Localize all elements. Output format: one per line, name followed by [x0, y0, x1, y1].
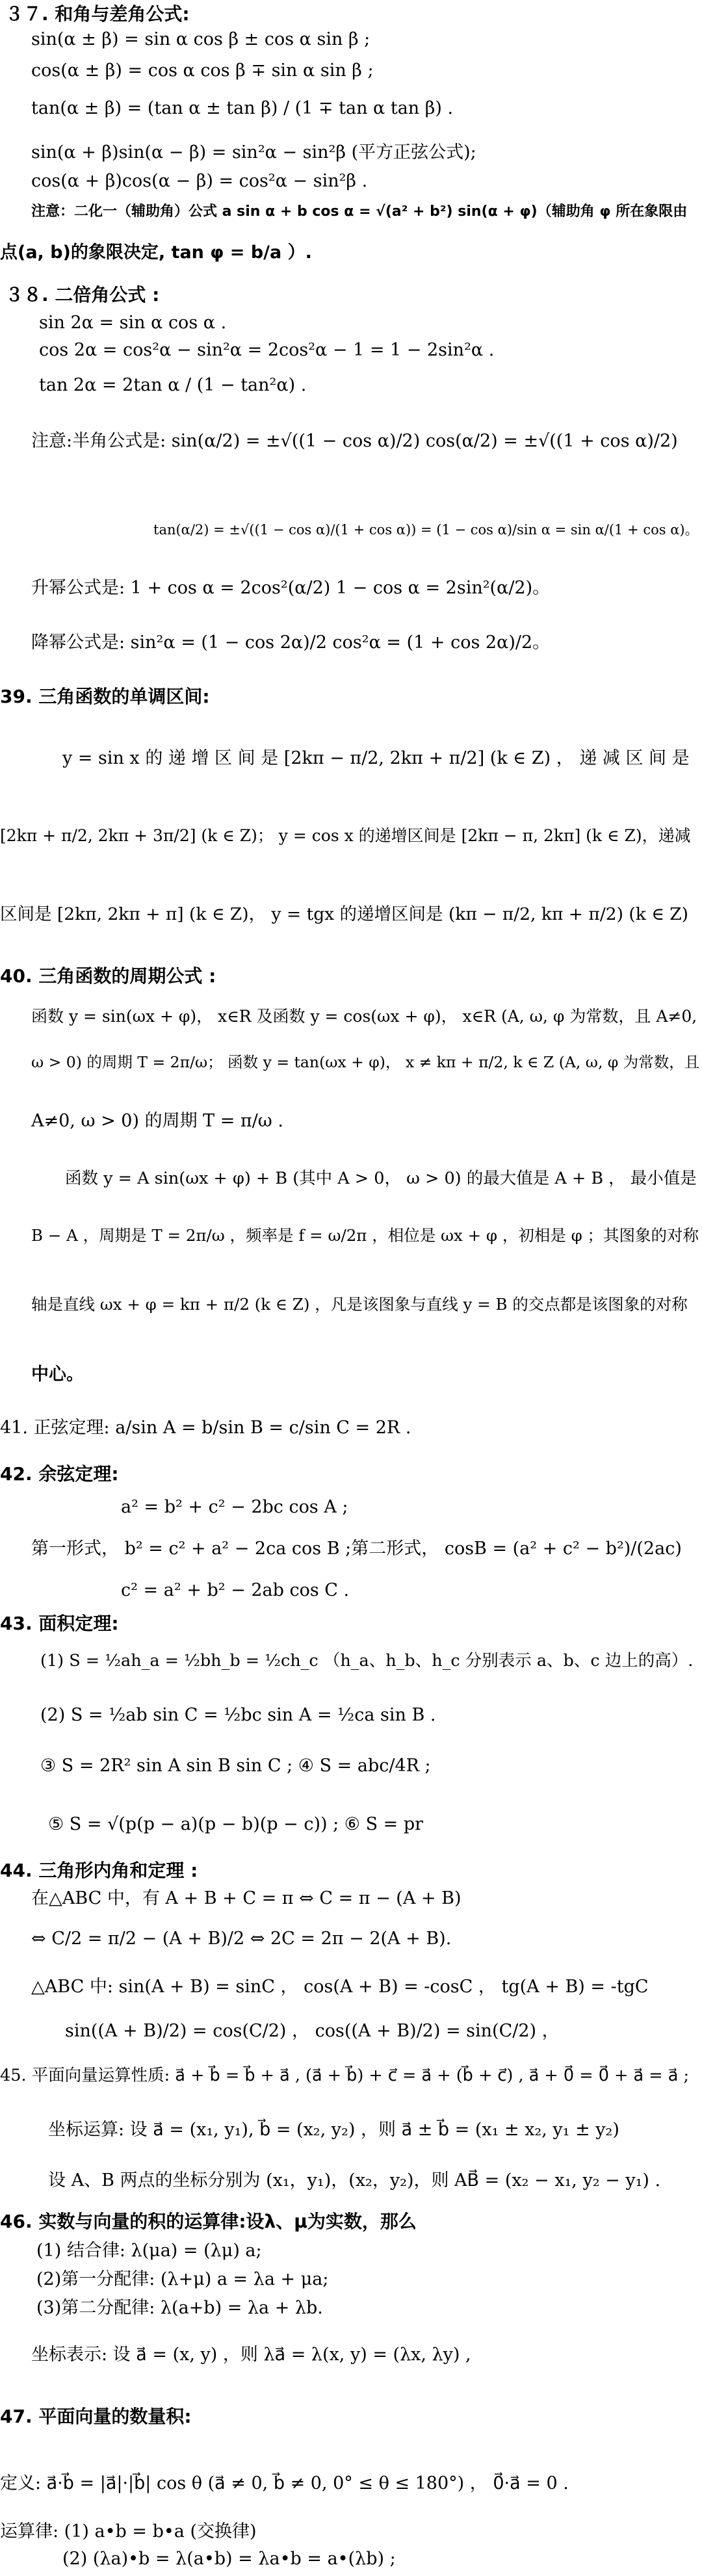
law-of-cosines-c: c² = a² + b² − 2ab cos C .	[121, 1580, 350, 1600]
scalar-associative-law: (2) (λa)•b = λ(a•b) = λa•b = a•(λb) ;	[62, 2549, 396, 2569]
section-37-heading: ３７. 和角与差角公式:	[5, 3, 190, 25]
power-reducing-formulas: 降幂公式是: sin²α = (1 − cos 2α)/2 cos²α = (1 + cos 2α)/2。	[31, 632, 551, 653]
area-formula-1: (1) S = ½ah_a = ½bh_b = ½ch_c （h_a、h_b、h_c 分别表示 a、b、c 边上的高）.	[40, 1651, 694, 1671]
law-of-cosines-forms: 第一形式， b² = c² + a² − 2ca cos B ;第二形式， cosB = (a² + c² − b²)/(2ac)	[31, 1539, 682, 1559]
auxiliary-angle-note-cont: 点(a, b)的象限决定, tan φ = b/a ）.	[0, 242, 312, 263]
associative-law: (1) 结合律: λ(μa) = (λμ) a;	[36, 2241, 262, 2261]
half-angle-sin-cos: 注意:半角公式是: sin(α/2) = ±√((1 − cos α)/2) cos(α/2) = ±√((1 + cos α)/2)	[31, 431, 678, 451]
formula-sum-tan: tan(α ± β) = (tan α ± tan β) / (1 ∓ tan α tan β) .	[31, 98, 454, 118]
area-formula-5-6: ⑤ S = √(p(p − a)(p − b)(p − c)) ; ⑥ S = pr	[48, 1814, 424, 1834]
commutative-law: 运算律: (1) a•b = b•a (交换律)	[0, 2521, 257, 2542]
first-distributive-law: (2)第一分配律: (λ+μ) a = λa + μa;	[36, 2269, 329, 2289]
period-formula-line-2: ω > 0) 的周期 T = 2π/ω； 函数 y = tan(ωx + φ)， x ≠ kπ + π/2, k ∈ Z (A, ω, φ 为常数，且	[31, 1053, 700, 1071]
formula-double-sin: sin 2α = sin α cos α .	[39, 313, 227, 333]
area-formula-2: (2) S = ½ab sin C = ½bc sin A = ½ca sin B .	[40, 1705, 436, 1725]
section-42-heading: 42. 余弦定理:	[0, 1463, 119, 1485]
cos-monotonic-intervals: [2kπ + π/2, 2kπ + 3π/2] (k ∈ Z)； y = cos x 的递增区间是 [2kπ − π, 2kπ] (k ∈ Z)，递减	[0, 826, 691, 845]
vector-coordinate-operations: 坐标运算: 设 a⃗ = (x₁, y₁), b⃗ = (x₂, y₂) ，则 a⃗ ± b⃗ = (x₁ ± x₂, y₁ ± y₂)	[48, 2120, 619, 2140]
area-formula-3-4: ③ S = 2R² sin A sin B sin C ; ④ S = abc/4R ;	[40, 1756, 431, 1776]
triangle-trig-identities: △ABC 中: sin(A + B) = sinC ， cos(A + B) = -cosC ， tg(A + B) = -tgC	[31, 1977, 649, 1997]
period-formula-line-1: 函数 y = sin(ωx + φ)， x∈R 及函数 y = cos(ωx + φ)， x∈R (A, ω, φ 为常数，且 A≠0,	[31, 1007, 697, 1026]
formula-sin-square-product: sin(α + β)sin(α − β) = sin²α − sin²β (平方正弦公式);	[31, 142, 476, 163]
section-38-heading: ３８. 二倍角公式 :	[5, 284, 160, 306]
dot-product-definition: 定义: a⃗·b⃗ = |a⃗|·|b⃗| cos θ (a⃗ ≠ 0, b⃗ ≠ 0, 0° ≤ θ ≤ 180°) ， 0⃗·a⃗ = 0 .	[0, 2473, 569, 2493]
section-44-heading: 44. 三角形内角和定理 :	[0, 1860, 198, 1881]
section-43-heading: 43. 面积定理:	[0, 1613, 119, 1634]
second-distributive-law: (3)第二分配律: λ(a+b) = λa + λb.	[36, 2298, 323, 2318]
power-raising-formulas: 升幂公式是: 1 + cos α = 2cos²(α/2) 1 − cos α = 2sin²(α/2)。	[31, 578, 551, 598]
formula-sum-cos: cos(α ± β) = cos α cos β ∓ sin α sin β ;	[31, 60, 374, 81]
half-angle-relation: ⇔ C/2 = π/2 − (A + B)/2 ⇔ 2C = 2π − 2(A + B).	[31, 1929, 452, 1949]
formula-double-cos: cos 2α = cos²α − sin²α = 2cos²α − 1 = 1 − 2sin²α .	[39, 340, 495, 360]
formula-double-tan: tan 2α = 2tan α / (1 − tan²α) .	[39, 375, 307, 395]
formula-cos-product: cos(α + β)cos(α − β) = cos²α − sin²β .	[31, 171, 368, 191]
period-frequency-phase-line: B − A ，周期是 T = 2π/ω ，频率是 f = ω/2π ，相位是 ωx + φ ，初相是 φ ；其图象的对称	[31, 1226, 699, 1245]
auxiliary-angle-note: 注意：二化一（辅助角）公式 a sin α + b cos α = √(a² + b²) sin(α + φ)（辅助角 φ 所在象限由	[31, 203, 688, 220]
angle-sum-relation: 在△ABC 中，有 A + B + C = π ⇔ C = π − (A + B)	[31, 1888, 462, 1908]
scalar-vector-coordinates: 坐标表示: 设 a⃗ = (x, y) ，则 λa⃗ = λ(x, y) = (λx, λy) ,	[31, 2345, 471, 2365]
triangle-half-angle-identities: sin((A + B)/2) = cos(C/2) ， cos((A + B)/2) = sin(C/2) ，	[65, 2021, 560, 2041]
symmetry-axis-line: 轴是直线 ωx + φ = kπ + π/2 (k ∈ Z) ，凡是该图象与直线 y = B 的交点都是该图象的对称	[31, 1295, 688, 1314]
formula-sum-sin: sin(α ± β) = sin α cos β ± cos α sin β ;	[31, 29, 370, 49]
sin-monotonic-intervals: y = sin x 的 递 增 区 间 是 [2kπ − π/2, 2kπ + π/2] (k ∈ Z) ， 递 减 区 间 是	[62, 748, 690, 768]
tan-monotonic-intervals: 区间是 [2kπ, 2kπ + π] (k ∈ Z)， y = tgx 的递增区间是 (kπ − π/2, kπ + π/2) (k ∈ Z)	[0, 904, 688, 924]
max-min-line: 函数 y = A sin(ωx + φ) + B (其中 A > 0， ω > 0) 的最大值是 A + B ， 最小值是	[65, 1169, 697, 1188]
vector-from-two-points: 设 A、B 两点的坐标分别为 (x₁，y₁)，(x₂，y₂)，则 AB⃗ = (x₂ − x₁, y₂ − y₁) .	[48, 2170, 661, 2191]
half-angle-tan: tan(α/2) = ±√((1 − cos α)/(1 + cos α)) = (1 − cos α)/sin α = sin α/(1 + cos α)。	[153, 522, 699, 538]
section-40-heading: 40. 三角函数的周期公式 :	[0, 965, 216, 987]
section-39-heading: 39. 三角函数的单调区间:	[0, 686, 210, 707]
section-46-heading: 46. 实数与向量的积的运算律:设λ、μ为实数，那么	[0, 2211, 417, 2232]
section-45-vector-properties: 45. 平面向量运算性质: a⃗ + b⃗ = b⃗ + a⃗ , (a⃗ + b⃗) + c⃗ = a⃗ + (b⃗ + c⃗) , a⃗ + 0⃗ = 0⃗ + a⃗ = a⃗ ;	[0, 2066, 690, 2085]
period-formula-line-3: A≠0, ω > 0) 的周期 T = π/ω .	[31, 1111, 283, 1131]
law-of-cosines-a: a² = b² + c² − 2bc cos A ;	[121, 1497, 348, 1517]
section-47-heading: 47. 平面向量的数量积:	[0, 2406, 192, 2427]
symmetry-center-line: 中心。	[31, 1364, 84, 1385]
section-41-law-of-sines: 41. 正弦定理: a/sin A = b/sin B = c/sin C = 2R .	[0, 1418, 411, 1438]
